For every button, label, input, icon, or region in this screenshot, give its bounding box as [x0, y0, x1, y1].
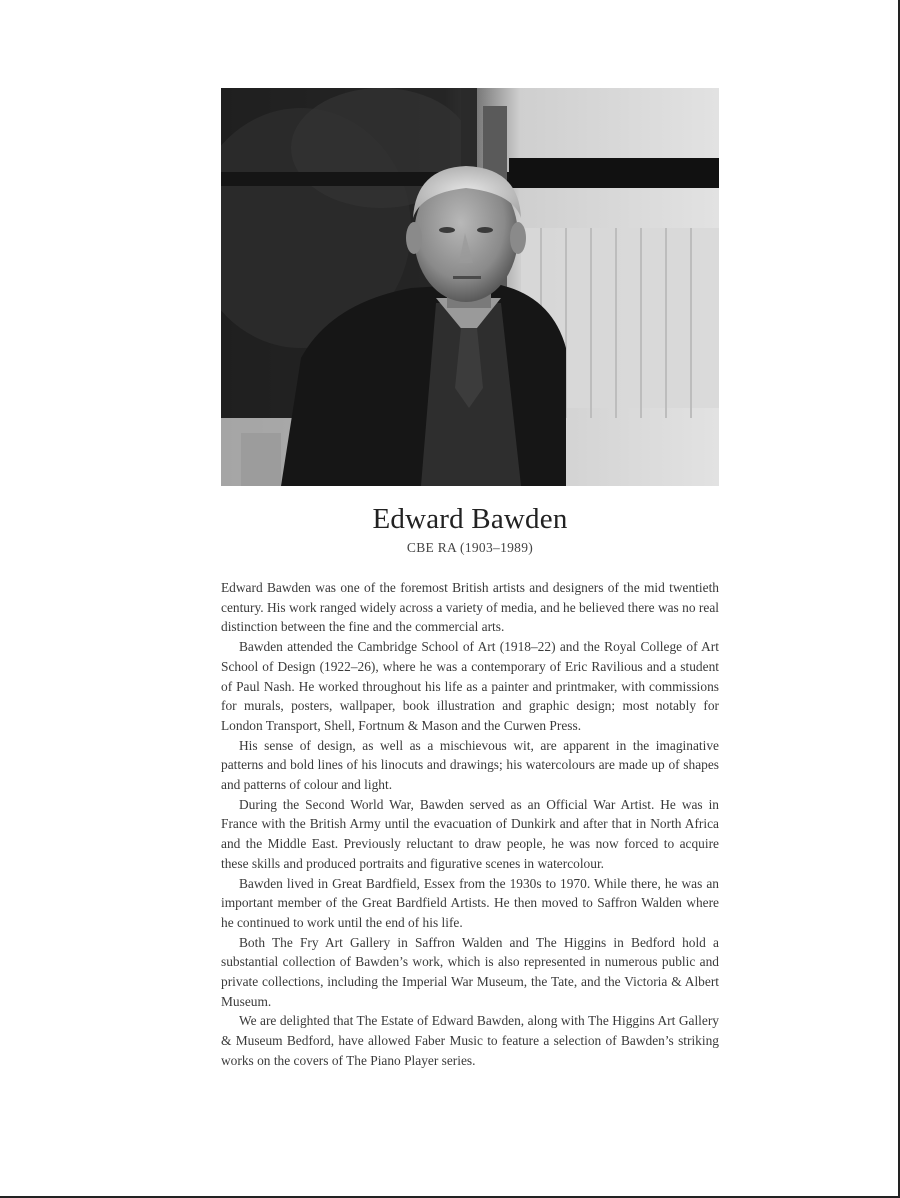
paragraph: Bawden attended the Cambridge School of Art (1918–22) and the Royal College of Art School of Design (1922–26), where he was a contemporary of Eric Ravilious and a student of Paul Nash. He worked throughout his life as a painter and printmaker, with commissions for murals, posters, wallpaper, book illustration and graphic design; most notably for London Transport, Shell, Fortnum & Mason and the Curwen Press.	[221, 639, 719, 733]
paragraph: Both The Fry Art Gallery in Saffron Walden and The Higgins in Bedford hold a substantial collection of Bawden’s work, which is also represented in numerous public and private collections, including the Imperial War Museum, the Tate, and the Victoria & Albert Museum.	[221, 934, 719, 1009]
portrait-photo	[221, 88, 719, 486]
page-subtitle: CBE RA (1903–1989)	[406, 540, 534, 555]
paragraph: During the Second World War, Bawden served as an Official War Artist. He was in France with the British Army until the evacuation of Dunkirk and after that in North Africa and the Middle East. Previously reluctant to draw people, he was now forced to acquire these skills and produced portraits and figurative scenes in watercolour.	[221, 796, 719, 871]
paragraph: His sense of design, as well as a mischievous wit, are apparent in the imaginative patterns and bold lines of his linocuts and drawings; his watercolours are made up of shapes and patterns of colour and light.	[221, 737, 719, 793]
biography-text	[221, 578, 719, 1071]
paragraph: We are delighted that The Estate of Edward Bawden, along with The Higgins Art Gallery & Museum Bedford, have allowed Faber Music to feature a selection of Bawden’s striking works on the covers of The Piano Player series.	[221, 1013, 719, 1068]
paragraph: Edward Bawden was one of the foremost British artists and designers of the mid twentieth century. His work ranged widely across a variety of media, and he believed there was no real distinction between the fine and the commercial arts.	[221, 580, 719, 635]
page-title: Edward Bawden	[372, 503, 568, 535]
paragraph: Bawden lived in Great Bardfield, Essex from the 1930s to 1970. While there, he was an important member of the Great Bardfield Artists. He then moved to Saffron Walden where he continued to work until the end of his life.	[221, 875, 719, 930]
